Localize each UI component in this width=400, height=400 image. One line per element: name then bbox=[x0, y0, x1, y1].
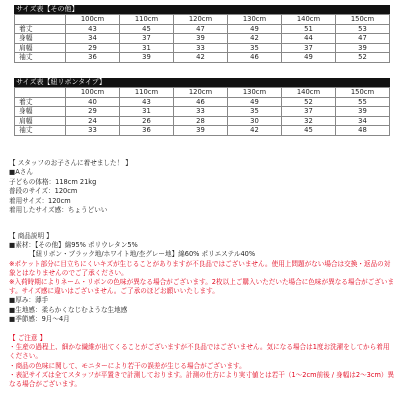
table-cell: 47 bbox=[174, 24, 228, 34]
notice-line: ・生産の過程上、細かな繊維が出てくることがございますが不良品ではございません。気になる場合は1度お洗濯をしてから着用ください。 bbox=[9, 343, 390, 361]
table-cell: 49 bbox=[228, 97, 282, 107]
staff-size-feel: 着用したサイズ感：ちょうどいい bbox=[9, 206, 108, 215]
table-cell: 53 bbox=[336, 24, 390, 34]
table-cell: 45 bbox=[282, 126, 336, 136]
table-cell: 29 bbox=[66, 107, 120, 117]
table-cell: 34 bbox=[66, 34, 120, 44]
row-label: 着丈 bbox=[15, 24, 66, 34]
table-header-row bbox=[15, 88, 390, 98]
staff-body-size: 子どもの体格：118cm 21kg bbox=[9, 177, 97, 186]
table-cell: 43 bbox=[120, 97, 174, 107]
notice-section bbox=[9, 334, 395, 389]
column-header: 140cm bbox=[282, 15, 336, 25]
table-cell: 36 bbox=[66, 53, 120, 63]
table-cell: 32 bbox=[282, 116, 336, 126]
material-line-ribbon: 【紐リボン・ブラック地/ホワイト地/杢グレー地】綿60% ポリエステル40% bbox=[29, 250, 256, 259]
table-row bbox=[15, 97, 390, 107]
table-cell: 42 bbox=[228, 34, 282, 44]
table-row bbox=[15, 34, 390, 44]
row-label: 肩幅 bbox=[15, 116, 66, 126]
size-table-title: サイズ表【紐リボンタイプ】 bbox=[14, 78, 390, 87]
table-cell: 37 bbox=[282, 107, 336, 117]
row-label: 身幅 bbox=[15, 107, 66, 117]
staff-worn-size: 着用サイズ：120cm bbox=[9, 196, 71, 205]
table-row bbox=[15, 107, 390, 117]
size-table-other bbox=[0, 5, 390, 63]
table-cell: 37 bbox=[282, 43, 336, 53]
size-table bbox=[14, 87, 390, 136]
table-cell: 33 bbox=[66, 126, 120, 136]
row-label: 袖丈 bbox=[15, 53, 66, 63]
table-cell: 35 bbox=[228, 43, 282, 53]
column-header: 150cm bbox=[336, 15, 390, 25]
table-cell: 55 bbox=[336, 97, 390, 107]
table-cell: 49 bbox=[228, 24, 282, 34]
row-label: 着丈 bbox=[15, 97, 66, 107]
column-header: 120cm bbox=[174, 15, 228, 25]
staff-name: ■Aさん bbox=[9, 168, 33, 177]
table-cell: 49 bbox=[282, 53, 336, 63]
column-header: 130cm bbox=[228, 15, 282, 25]
table-cell: 52 bbox=[282, 97, 336, 107]
size-table bbox=[14, 14, 390, 63]
column-header: 110cm bbox=[120, 88, 174, 98]
column-header: 100cm bbox=[66, 88, 120, 98]
table-cell: 39 bbox=[174, 34, 228, 44]
column-header: 130cm bbox=[228, 88, 282, 98]
column-header: 140cm bbox=[282, 88, 336, 98]
table-cell: 39 bbox=[336, 107, 390, 117]
table-cell: 46 bbox=[228, 53, 282, 63]
table-cell: 28 bbox=[174, 116, 228, 126]
table-header-row bbox=[15, 15, 390, 25]
table-cell: 42 bbox=[174, 53, 228, 63]
table-cell: 31 bbox=[120, 107, 174, 117]
table-cell: 37 bbox=[120, 34, 174, 44]
table-cell: 29 bbox=[66, 43, 120, 53]
table-row bbox=[15, 126, 390, 136]
size-table-title: サイズ表【その他】 bbox=[14, 5, 390, 14]
table-cell: 30 bbox=[228, 116, 282, 126]
table-cell: 33 bbox=[174, 43, 228, 53]
row-label: 肩幅 bbox=[15, 43, 66, 53]
notice-heading: 【 ご注意 】 bbox=[9, 334, 47, 342]
table-cell: 33 bbox=[174, 107, 228, 117]
table-corner-cell bbox=[15, 88, 66, 98]
table-cell: 31 bbox=[120, 43, 174, 53]
color-variation-warning: ※入荷時期によりネーム・リボンの色味が異なる場合がございます。2枚以上ご購入いただいた場合に色味が異なる場合がございます。サイズ感に違いはございません。ご了承のほどお願いいたします。 bbox=[9, 278, 395, 296]
season-line: ■季節感：9月〜4月 bbox=[9, 314, 70, 323]
table-cell: 39 bbox=[120, 53, 174, 63]
staff-heading: 【 スタッフのお子さんに着せました！ 】 bbox=[9, 159, 132, 167]
size-table-ribbon bbox=[0, 78, 390, 136]
table-cell: 52 bbox=[336, 53, 390, 63]
table-row bbox=[15, 53, 390, 63]
table-cell: 24 bbox=[66, 116, 120, 126]
table-cell: 48 bbox=[336, 126, 390, 136]
table-row bbox=[15, 43, 390, 53]
table-cell: 36 bbox=[120, 126, 174, 136]
description-heading: 【 商品説明 】 bbox=[9, 232, 53, 240]
thickness-line: ■厚み：薄手 bbox=[9, 296, 49, 305]
column-header: 150cm bbox=[336, 88, 390, 98]
pocket-warning: ※ポケット部分に目立ちにくいキズが生じることがありますが不良品ではございません。使用上問題がない場合は交換・返品の対象とはなりませんのでご了承ください。 bbox=[9, 259, 391, 277]
row-label: 袖丈 bbox=[15, 126, 66, 136]
product-description-section bbox=[9, 232, 395, 324]
table-cell: 39 bbox=[174, 126, 228, 136]
table-cell: 45 bbox=[120, 24, 174, 34]
material-line: ■素材：【その他】綿95% ポリウレタン5% bbox=[9, 241, 138, 250]
table-cell: 43 bbox=[66, 24, 120, 34]
column-header: 120cm bbox=[174, 88, 228, 98]
table-cell: 51 bbox=[282, 24, 336, 34]
table-cell: 34 bbox=[336, 116, 390, 126]
notice-line: ・表記サイズは全てスタッフが平置きで計測しております。計測の仕方により実寸値とは若干（1〜2cm前後 / 身幅は2〜3cm）異なる場合がございます。 bbox=[9, 370, 395, 389]
table-cell: 42 bbox=[228, 126, 282, 136]
row-label: 身幅 bbox=[15, 34, 66, 44]
table-cell: 35 bbox=[228, 107, 282, 117]
table-cell: 40 bbox=[66, 97, 120, 107]
table-cell: 46 bbox=[174, 97, 228, 107]
table-cell: 47 bbox=[336, 34, 390, 44]
table-cell: 44 bbox=[282, 34, 336, 44]
table-row bbox=[15, 116, 390, 126]
table-corner-cell bbox=[15, 15, 66, 25]
column-header: 110cm bbox=[120, 15, 174, 25]
staff-fitting-section bbox=[9, 159, 132, 215]
column-header: 100cm bbox=[66, 15, 120, 25]
table-cell: 39 bbox=[336, 43, 390, 53]
notice-line: ・商品の色味に関して、モニターにより若干の誤差が生じる場合がございます。 bbox=[9, 361, 246, 370]
table-row bbox=[15, 24, 390, 34]
table-cell: 26 bbox=[120, 116, 174, 126]
staff-usual-size: 普段のサイズ：120cm bbox=[9, 187, 78, 196]
texture-line: ■生地感：柔らかくなじむような生地感 bbox=[9, 305, 128, 314]
